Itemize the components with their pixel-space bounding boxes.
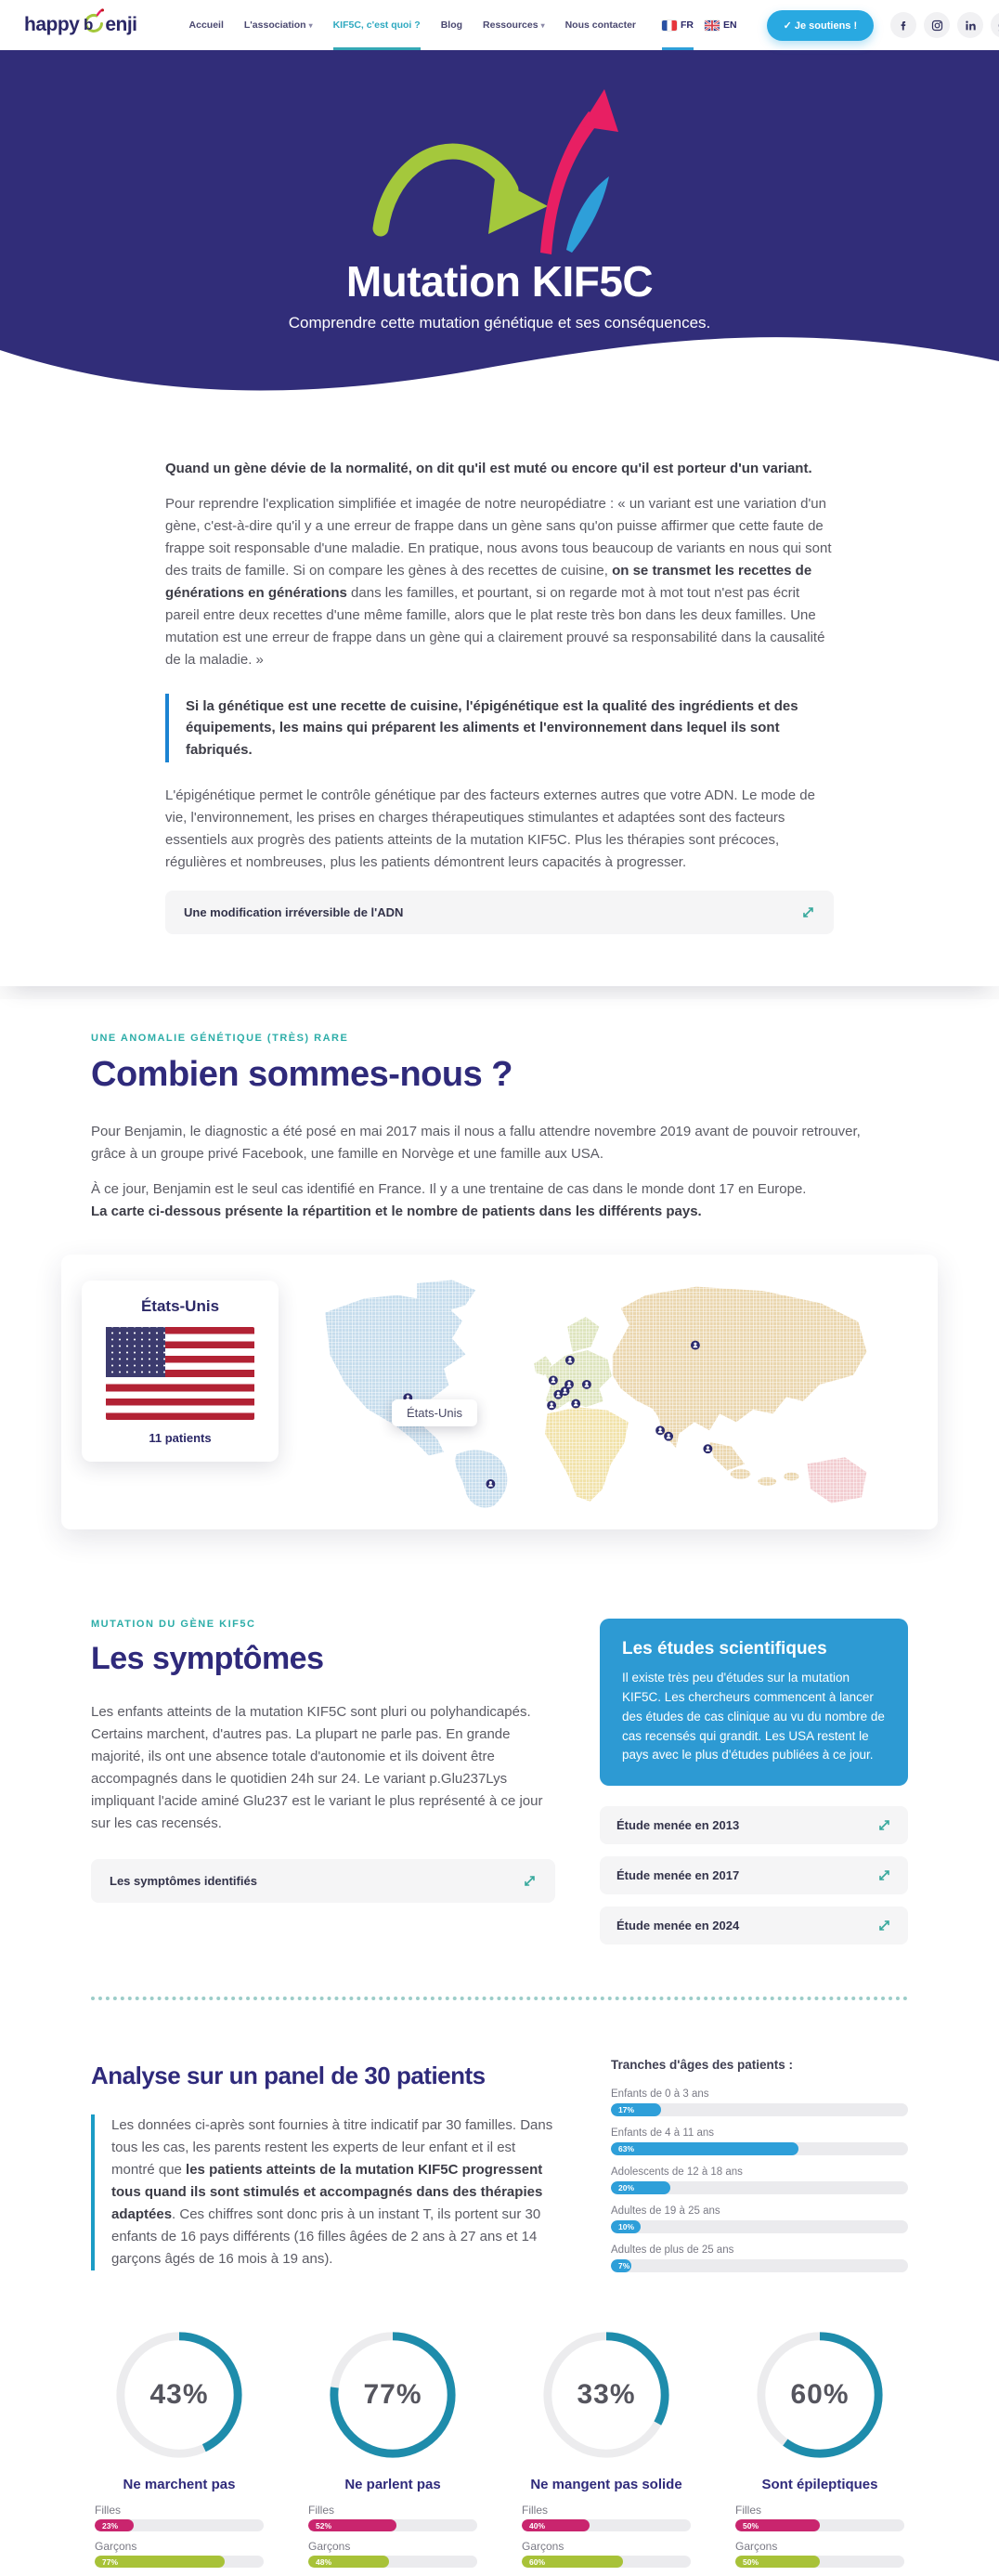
- intro-lead: Quand un gène dévie de la normalité, on dit qu'il est muté ou encore qu'il est porteur d'un variant.: [165, 461, 812, 476]
- stat-ne-mangent-pas-solide: 33% Ne mangent pas solide Filles 40% Garçons 60%: [500, 2326, 713, 2576]
- studies-card-body: Il existe très peu d'études sur la mutation KIF5C. Les chercheurs commencent à lancer des études de cas clinique au vu du nombre de cas recensés qui grandit. Les USA restent le pays avec le plus d'études publiées à ce jour.: [622, 1670, 885, 1763]
- stat-ne-marchent-pas: 43% Ne marchent pas Filles 23% Garçons 77%: [72, 2326, 286, 2576]
- patient-count: 11 patients: [149, 1430, 212, 1445]
- logo[interactable]: [24, 14, 137, 36]
- donut-value: 43%: [149, 2379, 209, 2411]
- combien-paragraph-1: Pour Benjamin, le diagnostic a été posé en mai 2017 mais il nous a fallu attendre novembre 2019 avant de pouvoir retrouver, grâce à un groupe privé Facebook, une famille en Norvège et une famille aux USA.: [91, 1123, 861, 1162]
- instagram-icon[interactable]: [924, 12, 950, 38]
- facebook-icon[interactable]: [890, 12, 916, 38]
- age-chart-title: Tranches d'âges des patients :: [611, 2058, 794, 2073]
- logo-text-happy: happy: [24, 14, 80, 35]
- accordion-symptomes[interactable]: Les symptômes identifiés: [91, 1859, 555, 1903]
- stat-ne-parlent-pas: 77% Ne parlent pas Filles 52% Garçons 48%: [286, 2326, 500, 2576]
- lang-fr[interactable]: FR: [662, 0, 694, 50]
- country-name: États-Unis: [140, 1296, 220, 1315]
- section-gap: [0, 986, 999, 999]
- age-bar-row: Adolescents de 12 à 18 ans 20%: [611, 2166, 908, 2194]
- combien-paragraph-2: À ce jour, Benjamin est le seul cas identifié en France. Il y a une trentaine de cas dans le monde dont 17 en Europe. La carte ci-dessous présente la répartition et le nombre de patients dans les différents pays.: [91, 1180, 807, 1219]
- usa-flag-image: [106, 1327, 254, 1420]
- intro-paragraph-1: Pour reprendre l'explication simplifiée et imagée de notre neuropédiatre : « un variant est une variation d'un gène, c'est-à-dire qu'il y a une erreur de frappe dans un gène sans qu'on puisse affirmer que cette faute de frappe soit responsable d'une maladie. En pratique, nous avons tous beaucoup de variants en nous qui sont des traits de famille. Si on compare les gènes à des recettes de cuisine, on se transmet les recettes de générations en générations dans les familles, et pourtant, si on regarde mot à mot tout n'est pas écrit pareil entre deux recettes d'une même famille, alors que le plat reste très bon dans les deux familles. Une mutation est une erreur de frappe dans un gène qui a clairement prouvé sa responsabilité dans la causalité de la maladie. »: [165, 496, 832, 668]
- language-switcher: [662, 0, 737, 50]
- uk-flag-icon: [705, 20, 720, 31]
- accordion-etude-2017[interactable]: Étude menée en 2017: [600, 1856, 908, 1894]
- age-chart: [611, 2049, 908, 2283]
- map-tooltip-usa: États-Unis: [392, 1399, 477, 1426]
- lang-en[interactable]: EN: [705, 0, 737, 50]
- arrows-illustration: [370, 87, 639, 259]
- logo-b-mark: [80, 8, 104, 36]
- france-flag-icon: [662, 20, 677, 31]
- analyse-section: [0, 2049, 999, 2283]
- page-subtitle: Comprendre cette mutation génétique et ses conséquences.: [288, 314, 711, 332]
- expand-icon: [877, 1818, 891, 1832]
- hero-section: [0, 50, 999, 403]
- main-nav: [189, 0, 636, 50]
- age-bar-row: Adultes de plus de 25 ans 7%: [611, 2244, 908, 2272]
- nav-blog[interactable]: Blog: [440, 20, 463, 31]
- epigenetics-quote: Si la génétique est une recette de cuisine, l'épigénétique est la qualité des ingrédients et des équipements, les mains qui préparent les aliments et l'environnement dans lequel ils sont fabriqués.: [165, 694, 834, 762]
- studies-list: [600, 1806, 908, 1945]
- accordion-etude-2013[interactable]: Étude menée en 2013: [600, 1806, 908, 1844]
- social-links: [890, 12, 999, 38]
- linkedin-icon[interactable]: [957, 12, 983, 38]
- nav-contact[interactable]: Nous contacter: [564, 20, 637, 31]
- accordion-etude-2024[interactable]: Étude menée en 2024: [600, 1906, 908, 1945]
- analyse-title: Analyse sur un panel de 30 patients: [91, 2062, 486, 2090]
- donut-title: Ne marchent pas: [123, 2477, 236, 2493]
- whatsapp-icon[interactable]: [991, 12, 999, 38]
- world-map-card: [61, 1255, 938, 1529]
- donut-value: 77%: [363, 2379, 422, 2411]
- donut-title: Sont épileptiques: [761, 2477, 878, 2493]
- page-title: Mutation KIF5C: [345, 257, 654, 306]
- accordion-adn[interactable]: Une modification irréversible de l'ADN: [165, 891, 834, 934]
- donut-title: Ne mangent pas solide: [530, 2477, 682, 2493]
- combien-title: Combien sommes-nous ?: [91, 1054, 512, 1094]
- symptomes-title: Les symptômes: [91, 1640, 324, 1676]
- expand-icon: [877, 1868, 891, 1882]
- check-icon: ✓: [783, 20, 792, 32]
- nav-accueil[interactable]: Accueil: [188, 20, 224, 31]
- age-bar-row: Enfants de 4 à 11 ans 63%: [611, 2127, 908, 2155]
- chevron-down-icon: ▾: [308, 20, 313, 30]
- nav-kif5c[interactable]: KIF5C, c'est quoi ?: [333, 0, 421, 50]
- stat-sont-epileptiques: 60% Sont épileptiques Filles 50% Garçons 50%: [713, 2326, 927, 2576]
- nav-ressources[interactable]: Ressources ▾: [483, 20, 545, 31]
- studies-card-title: Les études scientifiques: [622, 1638, 827, 1659]
- age-bar-row: Enfants de 0 à 3 ans 17%: [611, 2088, 908, 2116]
- svg-text:b: b: [84, 16, 94, 33]
- dotted-divider: [91, 1997, 908, 2000]
- logo-text-enji: enji: [105, 14, 137, 35]
- combien-section: [0, 999, 999, 1529]
- expand-icon: [801, 905, 815, 919]
- world-map-svg: [288, 1275, 901, 1509]
- symptomes-section: [0, 1619, 999, 1945]
- site-header: [0, 0, 999, 50]
- analyse-callout: Les données ci-après sont fournies à titre indicatif par 30 familles. Dans tous les cas, les parents restent les experts de leur enfant et il est montré que les patients atteints de la mutation KIF5C progressent tous quand ils sont stimulés et accompagnés dans des thérapies adaptées. Ces chiffres sont donc pris à un instant T, ils portent sur 30 enfants de 16 pays différents (16 filles âgées de 2 ans à 27 ans et 14 garçons âgés de 16 mois à 19 ans).: [91, 2114, 555, 2270]
- donut-value: 33%: [577, 2379, 636, 2411]
- donut-value: 60%: [790, 2379, 850, 2411]
- wave-divider: [0, 302, 999, 404]
- age-bar-row: Adultes de 19 à 25 ans 10%: [611, 2205, 908, 2233]
- intro-paragraph-2: L'épigénétique permet le contrôle génétique par des facteurs externes autres que votre ADN. Le mode de vie, l'environnement, les prises en charges thérapeutiques stimulantes et adaptées sont des facteurs essentiels aux progrès des patients atteints de la mutation KIF5C. Plus les thérapies sont précoces, régulières et nombreuses, plus les patients démontrent leurs capacités à progresser.: [165, 787, 815, 870]
- donut-title: Ne parlent pas: [344, 2477, 441, 2493]
- donut-stats-section: [72, 2326, 927, 2576]
- support-button[interactable]: ✓ Je soutiens !: [767, 10, 875, 41]
- expand-icon: [523, 1874, 537, 1888]
- nav-association[interactable]: L'association ▾: [243, 20, 313, 31]
- combien-eyebrow: UNE ANOMALIE GÉNÉTIQUE (TRÈS) RARE: [91, 1032, 349, 1044]
- chevron-down-icon: ▾: [540, 20, 545, 30]
- intro-section: [0, 403, 999, 986]
- world-map[interactable]: [288, 1275, 917, 1509]
- studies-card: [600, 1619, 908, 1787]
- symptomes-eyebrow: MUTATION DU GÈNE KIF5C: [91, 1618, 256, 1630]
- symptomes-paragraph: Les enfants atteints de la mutation KIF5C sont pluri ou polyhandicapés. Certains marchent, d'autres pas. La plupart ne parle pas. En grande majorité, ils ont une absence totale d'autonomie et ils doivent être accompagnés dans le quotidien 24h sur 24. Le variant p.Glu237Lys impliquant l'acide aminé Glu237 est le variant le plus représenté à ce jour sur les cas recensés.: [91, 1703, 543, 1831]
- expand-icon: [877, 1919, 891, 1932]
- country-card-usa: [82, 1281, 279, 1462]
